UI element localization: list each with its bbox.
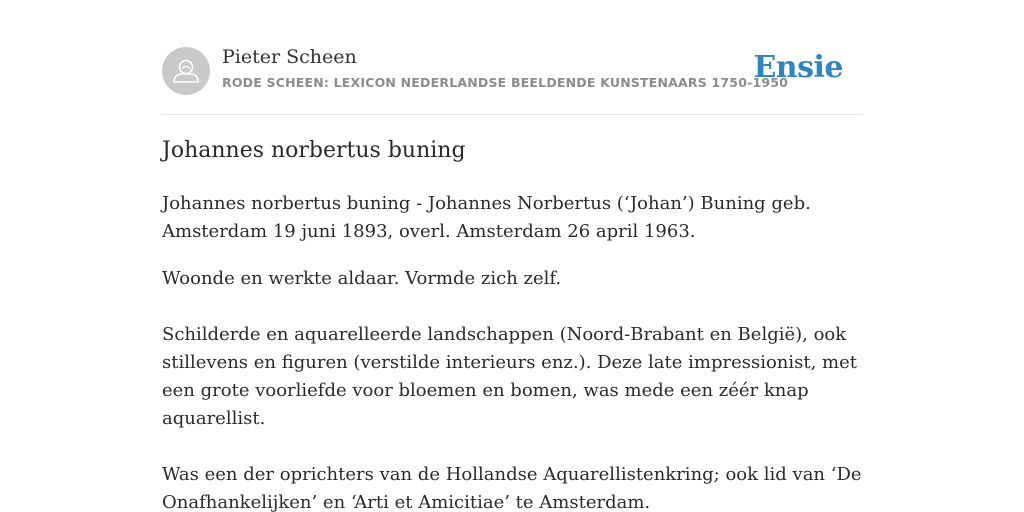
article-header [162, 46, 862, 115]
article-paragraph: Was een der oprichters van de Hollandse Aquarellistenkring; ook lid van ‘De Onafhankelijken’ en ‘Arti et Amicitiae’ te Amsterdam. [162, 464, 862, 512]
article-paragraph: Schilderde en aquarelleerde landschappen (Noord-Brabant en België), ook stillevens en figuren (verstilde interieurs enz.). Deze late impressionist, met een grote voorliefde voor bloemen en bomen, was mede een zéér knap aquarellist. [162, 324, 858, 429]
article-title: Johannes norbertus buning [162, 138, 466, 163]
author-name[interactable]: Pieter Scheen [222, 46, 357, 68]
article-paragraph: Woonde en werkte aldaar. Vormde zich zelf. [162, 268, 562, 289]
ensie-logo[interactable]: Ensie [753, 50, 843, 85]
source-title[interactable]: RODE SCHEEN: LEXICON NEDERLANDSE BEELDENDE KUNSTENAARS 1750-1950 [222, 75, 789, 90]
user-icon[interactable] [162, 47, 210, 95]
article-body [162, 190, 862, 512]
article-paragraph: Johannes norbertus buning - Johannes Norbertus (‘Johan’) Buning geb. Amsterdam 19 juni 1893, overl. Amsterdam 26 april 1963. [162, 193, 811, 242]
